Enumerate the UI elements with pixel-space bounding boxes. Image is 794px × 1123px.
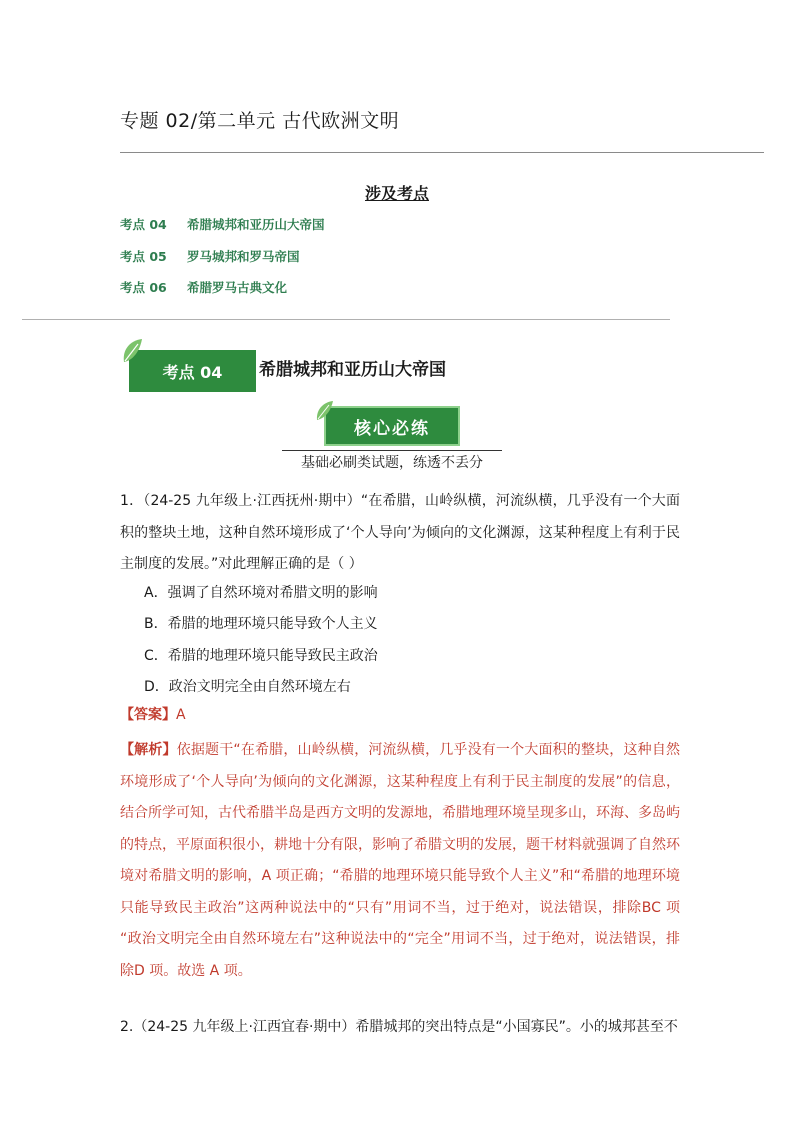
test-point-code: 考点 06 xyxy=(120,280,167,295)
answer-value: A xyxy=(176,707,186,723)
test-point-title: 希腊城邦和亚历山大帝国 xyxy=(259,360,446,380)
test-point-list xyxy=(120,215,325,310)
question-stem: 希腊城邦的突出特点是“小国寡民”。小的城邦甚至不 xyxy=(355,1019,678,1035)
core-practice-subtitle: 基础必刷类试题，练透不丢分 xyxy=(301,455,483,471)
question-stem: “在希腊，山岭纵横，河流纵横，几乎没有一个大面积的整块土地，这种自然环境形成了‘个人导向’为倾向的文化渊源，这某种程度上有利于民主制度的发展。”对此理解正确的是（ ） xyxy=(120,493,680,572)
option-d: D．政治文明完全由自然环境左右 xyxy=(144,679,351,695)
question-source: （24-25 九年级上·江西宜春·期中） xyxy=(133,1019,356,1035)
divider xyxy=(22,319,670,320)
question-1 xyxy=(120,486,680,581)
test-point-item xyxy=(120,278,325,310)
section-heading: 涉及考点 xyxy=(364,184,429,203)
test-point-code: 考点 05 xyxy=(120,248,167,264)
analysis-text: 依据题干“在希腊，山岭纵横，河流纵横，几乎没有一个大面积的整块，这种自然环境形成了‘个人导向’为倾向的文化渊源，这某种程度上有利于民主制度的发展”的信息，结合所学可知，古代希腊半岛是西方文明的发源地，希腊地理环境呈现多山，环海、多岛屿的特点，平原面积很小，耕地十分有限，影响了希腊文明的发展，题干材料就强调了自然环境对希腊文明的影响，A 项正确；“希腊的地理环境只能导致个人主义”和“希腊的地理环境只能导致民主政治”这两种说法中的“只有”用词不当，过于绝对，说法错误，排除BC 项 “政治文明完全由自然环境左右”这种说法中的“完全”用词不当，过于绝对，说法错误，排除D 项。故选 A 项。 xyxy=(120,742,680,979)
test-point-item xyxy=(120,247,325,279)
test-point-name: 希腊罗马古典文化 xyxy=(187,280,288,295)
test-point-code: 考点 04 xyxy=(120,217,167,232)
core-practice-banner: 核心必练 xyxy=(324,406,460,446)
question-source: （24-25 九年级上·江西抚州·期中） xyxy=(143,493,361,509)
question-number: 1． xyxy=(120,493,144,509)
test-point-name: 罗马城邦和罗马帝国 xyxy=(187,248,300,264)
leaf-icon xyxy=(314,399,338,423)
divider xyxy=(282,450,502,451)
page-title: 专题 02/第二单元 古代欧洲文明 xyxy=(120,110,400,132)
test-point-banner: 考点 04 xyxy=(129,350,256,392)
test-point-item xyxy=(120,215,325,247)
question-2 xyxy=(120,1012,680,1044)
analysis-label: 【解析】 xyxy=(120,742,177,758)
answer-label: 【答案】 xyxy=(120,707,176,723)
option-b: B．希腊的地理环境只能导致个人主义 xyxy=(144,616,378,632)
divider xyxy=(120,152,764,153)
option-a: A．强调了自然环境对希腊文明的影响 xyxy=(144,585,378,601)
test-point-name: 希腊城邦和亚历山大帝国 xyxy=(187,217,325,232)
analysis xyxy=(120,735,680,987)
question-number: 2. xyxy=(120,1019,134,1035)
option-c: C．希腊的地理环境只能导致民主政治 xyxy=(144,648,378,664)
answer xyxy=(120,704,186,724)
leaf-icon xyxy=(120,336,148,366)
